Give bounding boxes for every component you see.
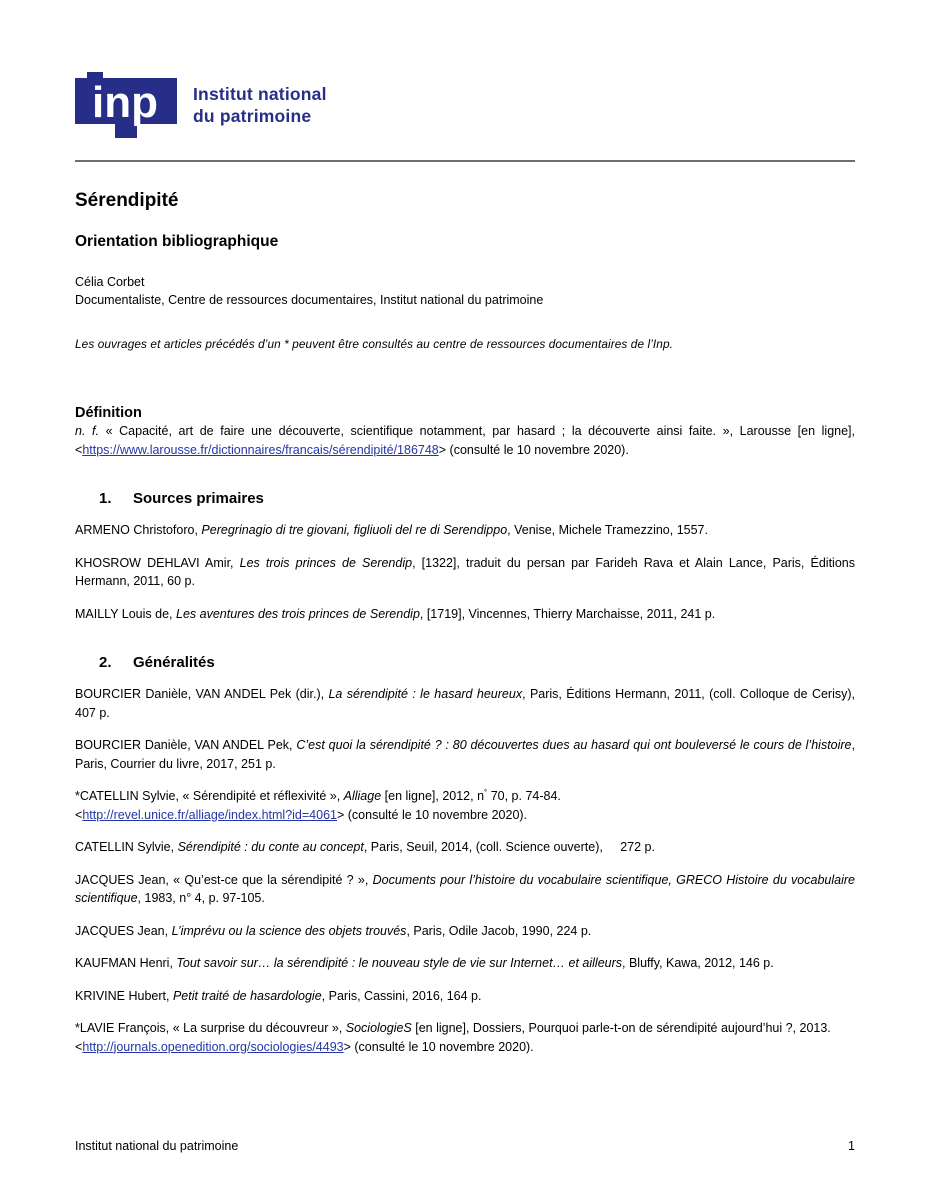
page-footer — [75, 1139, 855, 1153]
text-segment: *CATELLIN Sylvie, « Sérendipité et réflexivité », — [75, 789, 344, 803]
inp-logo-icon — [75, 72, 177, 138]
text-segment: KRIVINE Hubert, — [75, 988, 173, 1003]
bibliography-entry — [75, 685, 855, 722]
text-segment: , Bluffy, Kawa, 2012, 146 p. — [622, 956, 774, 970]
bibliography-entry — [75, 871, 855, 908]
org-name-line2: du patrimoine — [193, 106, 312, 127]
section-number: 2. — [99, 654, 112, 671]
text-segment: , Paris, Éditions Hermann, 2011, (coll. Colloque de Cerisy), 407 p. — [75, 687, 855, 720]
bibliography-entry — [75, 954, 855, 973]
text-segment: Les aventures des trois princes de Serendip — [176, 606, 420, 621]
text-segment: KAUFMAN Henri, — [75, 956, 177, 970]
bibliography-entry — [75, 605, 855, 624]
text-segment: ARMENO Christoforo, — [75, 523, 202, 537]
header — [75, 72, 855, 138]
hyperlink[interactable]: https://www.larousse.fr/dictionnaires/francais/sérendipité/186748 — [82, 442, 439, 457]
text-segment: < — [75, 1039, 83, 1054]
section-number: 1. — [99, 490, 112, 507]
text-segment: Les trois princes de Serendip — [239, 555, 413, 570]
text-segment: C’est quoi la sérendipité ? : 80 découvertes dues au hasard qui ont bouleversé le cours de l’histoire — [296, 738, 852, 752]
superscript: ° — [484, 787, 488, 797]
text-segment: Alliage — [343, 789, 382, 803]
footer-org: Institut national du patrimoine — [75, 1139, 239, 1153]
bibliography-entry — [75, 838, 855, 857]
availability-note: Les ouvrages et articles précédés d’un * peuvent être consultés au centre de ressources documentaires de l’Inp. — [75, 337, 674, 351]
text-segment: Sérendipité : du conte au concept — [177, 840, 364, 854]
bibliography-entry — [75, 987, 855, 1006]
text-segment: Documents pour l’histoire du vocabulaire scientifique, GRECO Histoire du vocabulaire scientifique — [75, 872, 855, 905]
text-segment: , [1719], Vincennes, Thierry Marchaisse, 2011, 241 p. — [419, 606, 716, 621]
text-segment: [en ligne], 2012, n — [381, 789, 485, 803]
text-segment: , Paris, Seuil, 2014, (coll. Science ouverte), 272 p. — [363, 840, 655, 854]
bibliography-entry — [75, 1019, 855, 1056]
text-segment: SociologieS — [345, 1021, 412, 1035]
text-segment: 70, p. 74-84. — [487, 789, 561, 803]
text-segment: > (consulté le 10 novembre 2020). — [336, 807, 528, 822]
text-segment: > (consulté le 10 novembre 2020). — [438, 442, 629, 457]
text-segment: , Paris, Odile Jacob, 1990, 224 p. — [406, 923, 592, 938]
bibliography-entry — [75, 736, 855, 773]
header-divider — [75, 160, 855, 162]
text-segment: JACQUES Jean, « Qu’est-ce que la sérendipité ? », — [75, 872, 373, 887]
section-heading — [99, 654, 855, 671]
text-segment: Peregrinagio di tre giovani, figliuoli del re di Serendippo — [201, 523, 508, 537]
hyperlink[interactable]: http://journals.openedition.org/sociologies/4493 — [82, 1039, 344, 1054]
definition-text — [75, 422, 855, 459]
sections — [75, 490, 855, 1056]
text-segment: JACQUES Jean, — [75, 923, 172, 938]
page-title: Sérendipité — [75, 190, 179, 211]
author-role: Documentaliste, Centre de ressources documentaires, Institut national du patrimoine — [75, 293, 544, 307]
text-segment: > (consulté le 10 novembre 2020). — [343, 1039, 534, 1054]
text-segment: *LAVIE François, « La surprise du découvreur », — [75, 1021, 346, 1035]
text-segment: , Venise, Michele Tramezzino, 1557. — [507, 523, 708, 537]
text-segment: BOURCIER Danièle, VAN ANDEL Pek, — [75, 738, 297, 752]
text-segment: « Capacité, art de faire une découverte, scientifique notamment, par hasard ; la découverte ainsi faite. », Larousse [en ligne], < — [75, 424, 856, 457]
text-segment: , Paris, Cassini, 2016, 164 p. — [321, 988, 482, 1003]
text-segment: [en ligne], Dossiers, Pourquoi parle-t-on de sérendipité aujourd’hui ?, 2013. — [411, 1021, 831, 1035]
author-name: Célia Corbet — [75, 275, 145, 289]
section-title: Généralités — [133, 654, 215, 671]
page-subtitle: Orientation bibliographique — [75, 233, 279, 250]
text-segment: , Paris, Courrier du livre, 2017, 251 p. — [75, 738, 855, 771]
bibliography-entry — [75, 554, 855, 591]
text-segment: , 1983, n° 4, p. 97-105. — [137, 891, 265, 905]
text-segment: CATELLIN Sylvie, — [75, 840, 178, 854]
text-segment: Tout savoir sur… la sérendipité : le nouveau style de vie sur Internet… et ailleurs — [176, 956, 623, 970]
footer-page-number: 1 — [848, 1139, 855, 1153]
text-segment: KHOSROW DEHLAVI Amir, — [75, 555, 240, 570]
definition-heading: Définition — [75, 405, 142, 421]
org-name-line1: Institut national — [193, 84, 327, 104]
bibliography-entry — [75, 787, 855, 824]
text-segment: < — [75, 807, 83, 822]
bibliography-entry — [75, 922, 855, 941]
text-segment: L’imprévu ou la science des objets trouvés — [171, 923, 407, 938]
svg-text:inp: inp — [92, 78, 158, 127]
section-heading — [99, 490, 855, 507]
bibliography-entry — [75, 521, 855, 540]
text-segment: Petit traité de hasardologie — [172, 988, 322, 1003]
hyperlink[interactable]: http://revel.unice.fr/alliage/index.html?id=4061 — [82, 807, 337, 822]
section-title: Sources primaires — [133, 490, 264, 507]
author-block — [75, 273, 855, 309]
text-segment: , [1322], traduit du persan par Farideh Rava et Alain Lance, Paris, Éditions Hermann, 2011, 60 p. — [75, 555, 855, 588]
text-segment: BOURCIER Danièle, VAN ANDEL Pek (dir.), — [75, 687, 329, 701]
text-segment: MAILLY Louis de, — [75, 606, 176, 621]
text-segment: n. f. — [75, 424, 99, 438]
text-segment: La sérendipité : le hasard heureux — [328, 687, 523, 701]
org-name — [193, 72, 327, 128]
